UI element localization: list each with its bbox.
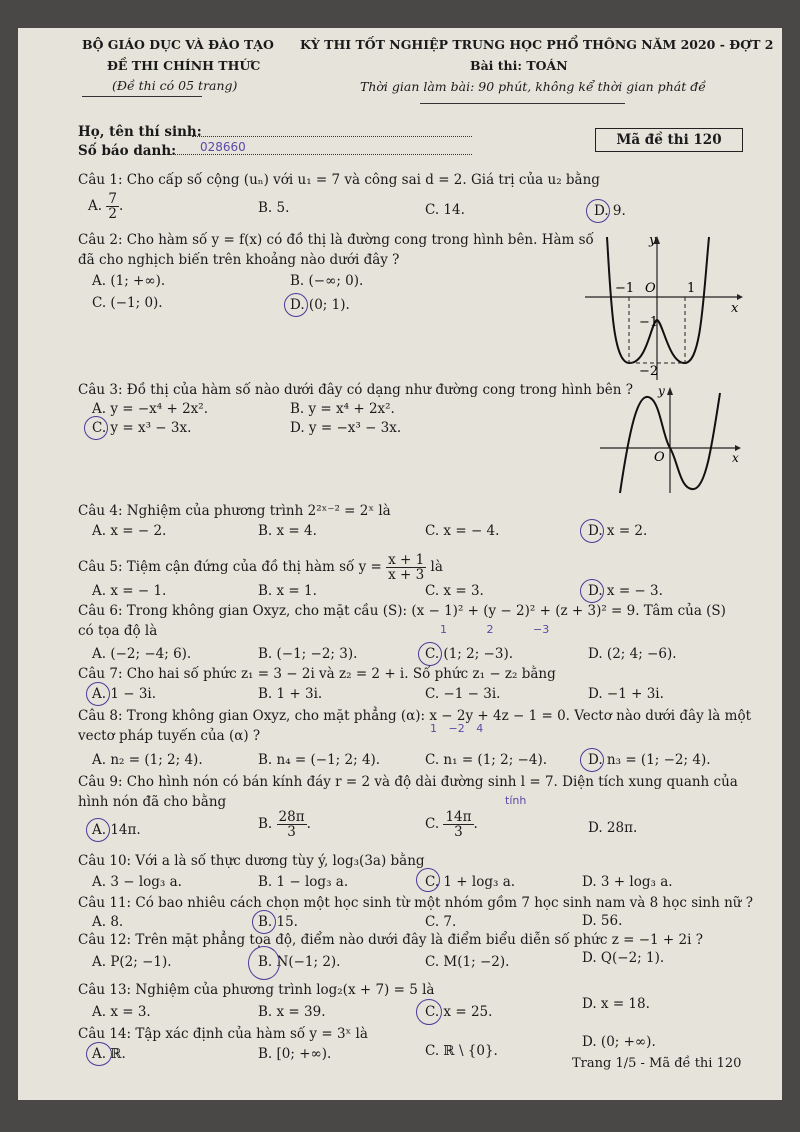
q11-option-c: C. 7.	[425, 914, 457, 930]
q4-option-d: D. x = 2.	[588, 523, 648, 539]
answer-mark-q4	[580, 519, 604, 543]
q11-option-a: A. 8.	[92, 914, 124, 930]
q8-option-c: C. n₁ = (1; 2; −4).	[425, 752, 548, 768]
q7-stem: Câu 7: Cho hai số phức z₁ = 3 − 2i và z₂ = 2 + i. Số phức z₁ − z₂ bằng	[78, 666, 556, 682]
q12-option-d: D. Q(−2; 1).	[582, 950, 665, 966]
q2-tick-ym1: −1	[639, 315, 659, 330]
q13-option-a: A. x = 3.	[92, 1004, 151, 1020]
q9-c-num: 14π	[445, 809, 472, 825]
q10-option-b: B. 1 − log₃ a.	[258, 874, 349, 890]
q5-den: x + 3	[388, 567, 425, 583]
answer-mark-q13	[416, 999, 442, 1025]
q2-stem-line1: Câu 2: Cho hàm số y = f(x) có đồ thị là đường cong trong hình bên. Hàm số	[78, 232, 594, 248]
q12-option-b: B. N(−1; 2).	[258, 954, 341, 970]
q2-tick-m1: −1	[615, 281, 635, 296]
q5-option-c: C. x = 3.	[425, 583, 484, 599]
q3-option-c: C. y = x³ − 3x.	[92, 420, 192, 436]
q8-stem-line2: vectơ pháp tuyến của (α) ?	[78, 728, 261, 744]
q8-option-d: D. n₃ = (1; −2; 4).	[588, 752, 711, 768]
q1-a-fraction	[106, 192, 119, 221]
handwritten-id: 028660	[200, 140, 246, 154]
q2-tick-p1: 1	[687, 281, 696, 296]
handwritten-q9-note: tính	[505, 794, 527, 807]
q4-option-a: A. x = − 2.	[92, 523, 167, 539]
q9-b-den: 3	[287, 824, 296, 840]
q5-option-a: A. x = − 1.	[92, 583, 167, 599]
answer-mark-q2	[284, 293, 308, 317]
q3-stem: Câu 3: Đồ thị của hàm số nào dưới đây có dạng như đường cong trong hình bên ?	[78, 382, 633, 398]
q11-option-d: D. 56.	[582, 913, 623, 929]
answer-mark-q8	[580, 748, 604, 772]
q9-c-fraction	[443, 810, 473, 839]
q6-option-b: B. (−1; −2; 3).	[258, 646, 358, 662]
q7-option-d: D. −1 + 3i.	[588, 686, 664, 702]
q3-origin: O	[654, 450, 665, 465]
q2-x-arrow	[737, 294, 743, 300]
q2-option-b: B. (−∞; 0).	[290, 273, 364, 289]
q7-option-a: A. 1 − 3i.	[92, 686, 157, 702]
answer-mark-q5	[580, 579, 604, 603]
handwritten-q6-notes: 1 2 −3	[440, 623, 550, 636]
q5-stem-post: là	[430, 559, 443, 575]
q2-graph	[585, 232, 745, 382]
q6-option-c: C. (1; 2; −3).	[425, 646, 514, 662]
q1-option-b: B. 5.	[258, 200, 290, 216]
page-footer: Trang 1/5 - Mã đề thi 120	[572, 1056, 742, 1071]
exam-code-box: Mã đề thi 120	[595, 128, 743, 152]
q1-option-c: C. 14.	[425, 202, 465, 218]
answer-mark-q7	[86, 682, 110, 706]
answer-mark-q6	[418, 642, 442, 666]
q6-option-a: A. (−2; −4; 6).	[92, 646, 192, 662]
q13-option-b: B. x = 39.	[258, 1004, 326, 1020]
header-rule-right	[420, 103, 625, 104]
q2-stem-line2: đã cho nghịch biến trên khoảng nào dưới đây ?	[78, 252, 400, 268]
q9-b-label: B.	[258, 816, 273, 832]
q9-option-b: B. $\frac{28\pi}{3}$ .	[258, 809, 311, 840]
q3-graph	[600, 385, 745, 495]
q2-option-a: A. (1; +∞).	[92, 273, 166, 289]
q3-option-a: A. y = −x⁴ + 2x².	[92, 401, 208, 417]
ministry-name: BỘ GIÁO DỤC VÀ ĐÀO TẠO	[82, 37, 274, 52]
answer-mark-q12	[248, 946, 280, 980]
q10-option-d: D. 3 + log₃ a.	[582, 874, 673, 890]
q12-option-c: C. M(1; −2).	[425, 954, 510, 970]
q3-y-label: y	[658, 385, 665, 398]
q4-option-b: B. x = 4.	[258, 523, 317, 539]
q6-stem-line2: có tọa độ là	[78, 623, 158, 639]
header-rule-left	[82, 96, 202, 97]
answer-mark-q9	[86, 818, 110, 842]
q5-num: x + 1	[388, 552, 425, 568]
q2-option-d: D. (0; 1).	[290, 297, 350, 313]
q6-option-d: D. (2; 4; −6).	[588, 646, 677, 662]
official-label: ĐỀ THI CHÍNH THỨC	[107, 58, 261, 73]
q8-stem-line1: Câu 8: Trong không gian Oxyz, cho mặt phẳng (α): x − 2y + 4z − 1 = 0. Vectơ nào dưới đây là một	[78, 708, 752, 724]
q1-a-den: 2	[108, 206, 117, 222]
q13-option-c: C. x = 25.	[425, 1004, 493, 1020]
q9-option-c: C. $\frac{14\pi}{3}$ .	[425, 809, 478, 840]
answer-mark-q1	[586, 199, 610, 223]
q4-option-c: C. x = − 4.	[425, 523, 500, 539]
q1-option-a	[88, 192, 123, 221]
answer-mark-q3	[84, 416, 108, 440]
q2-origin: O	[645, 281, 656, 296]
q7-option-c: C. −1 − 3i.	[425, 686, 501, 702]
q3-y-arrow	[667, 387, 673, 395]
q2-option-c: C. (−1; 0).	[92, 295, 163, 311]
q11-option-b: B. 15.	[258, 914, 298, 930]
q4-stem: Câu 4: Nghiệm của phương trình 2²ˣ⁻² = 2ˣ là	[78, 503, 391, 519]
exam-time: Thời gian làm bài: 90 phút, không kể thời gian phát đề	[360, 79, 706, 94]
q2-tick-ym2: −2	[639, 364, 659, 379]
q1-a-label: A.	[88, 198, 103, 214]
q9-option-d: D. 28π.	[588, 820, 638, 836]
q13-option-d: D. x = 18.	[582, 996, 650, 1012]
q9-option-a: A. 14π.	[92, 822, 141, 838]
q9-b-num: 28π	[278, 809, 305, 825]
answer-mark-q11	[252, 910, 276, 934]
q13-stem: Câu 13: Nghiệm của phương trình log₂(x + 7) = 5 là	[78, 982, 435, 998]
q9-c-den: 3	[454, 824, 463, 840]
q8-option-a: A. n₂ = (1; 2; 4).	[92, 752, 203, 768]
q10-stem: Câu 10: Với a là số thực dương tùy ý, log₃(3a) bằng	[78, 853, 425, 869]
q2-curve	[607, 237, 709, 363]
q5-fraction	[386, 553, 426, 582]
answer-mark-q10	[416, 868, 440, 892]
q7-option-b: B. 1 + 3i.	[258, 686, 323, 702]
q3-option-d: D. y = −x³ − 3x.	[290, 420, 402, 436]
pages-note: (Đề thi có 05 trang)	[112, 78, 238, 93]
q12-option-a: A. P(2; −1).	[92, 954, 172, 970]
q1-a-end: .	[118, 198, 124, 214]
exam-title: KỲ THI TỐT NGHIỆP TRUNG HỌC PHỔ THÔNG NĂM 2020 - ĐỢT 2	[300, 37, 774, 52]
q6-stem-line1: Câu 6: Trong không gian Oxyz, cho mặt cầu (S): (x − 1)² + (y − 2)² + (z + 3)² = 9. Tâm của (S)	[78, 603, 726, 619]
q9-b-fraction	[277, 810, 307, 839]
q2-y-label: y	[649, 233, 657, 248]
q14-option-b: B. [0; +∞).	[258, 1046, 332, 1062]
name-line	[192, 128, 472, 137]
q9-stem-line2: hình nón đã cho bằng	[78, 794, 227, 810]
q10-option-c: C. 1 + log₃ a.	[425, 874, 516, 890]
handwritten-q8-notes: 1 −2 4	[430, 722, 484, 735]
q3-x-label: x	[732, 451, 739, 465]
q5-option-d: D. x = − 3.	[588, 583, 663, 599]
q1-stem: Câu 1: Cho cấp số cộng (uₙ) với u₁ = 7 và công sai d = 2. Giá trị của u₂ bằng	[78, 172, 600, 188]
name-label: Họ, tên thí sinh:	[78, 124, 202, 140]
q11-stem: Câu 11: Có bao nhiêu cách chọn một học sinh từ một nhóm gồm 7 học sinh nam và 8 học sinh nữ ?	[78, 895, 754, 911]
subject-label: Bài thi: TOÁN	[470, 58, 568, 73]
answer-mark-q14	[86, 1042, 112, 1066]
q14-stem: Câu 14: Tập xác định của hàm số y = 3ˣ là	[78, 1026, 368, 1042]
q1-option-d: D. 9.	[594, 203, 626, 219]
q2-x-label: x	[731, 301, 739, 316]
q12-stem: Câu 12: Trên mặt phẳng tọa độ, điểm nào dưới đây là điểm biểu diễn số phức z = −1 + 2i ?	[78, 932, 703, 948]
q10-option-a: A. 3 − log₃ a.	[92, 874, 182, 890]
q3-option-b: B. y = x⁴ + 2x².	[290, 401, 395, 417]
id-label: Số báo danh:	[78, 143, 177, 159]
q14-option-d: D. (0; +∞).	[582, 1034, 656, 1050]
q14-option-a: A. ℝ.	[92, 1046, 126, 1062]
q5-stem-pre: Câu 5: Tiệm cận đứng của đồ thị hàm số y =	[78, 559, 382, 575]
q5-stem	[78, 553, 443, 582]
q9-stem-line1: Câu 9: Cho hình nón có bán kính đáy r = 2 và độ dài đường sinh l = 7. Diện tích xung quanh của	[78, 774, 738, 790]
q14-option-c: C. ℝ \ {0}.	[425, 1043, 498, 1059]
q9-c-label: C.	[425, 816, 440, 832]
q8-option-b: B. n₄ = (−1; 2; 4).	[258, 752, 381, 768]
q5-option-b: B. x = 1.	[258, 583, 317, 599]
q1-a-num: 7	[108, 191, 117, 207]
